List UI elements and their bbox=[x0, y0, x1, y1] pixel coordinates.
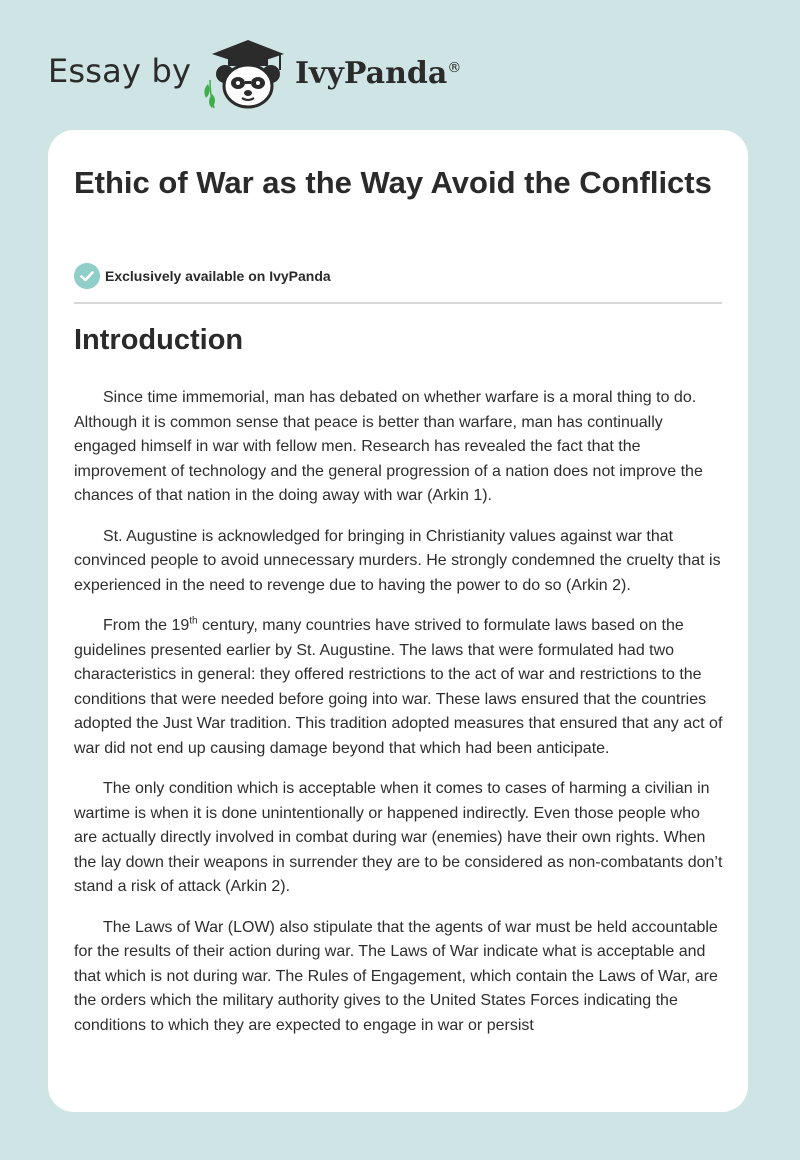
article-card bbox=[48, 130, 748, 1112]
section-heading: Introduction bbox=[74, 324, 244, 356]
brand-header[interactable] bbox=[48, 34, 548, 114]
paragraph: From the 19th century, many countries have strived to formulate laws based on the guidelines presented earlier by St. Augustine. The laws that were formulated had two characteristics in general: they offered restrictions to the act of war and restrictions to the conditions that were needed before going into war. These laws ensured that the countries adopted the Just War tradition. This tradition adopted measures that ensured that any act of war did not end up causing damage beyond that which had been anticipate. bbox=[74, 615, 723, 757]
brand-prefix: Essay by bbox=[48, 52, 192, 90]
superscript: th bbox=[189, 615, 198, 627]
paragraph: St. Augustine is acknowledged for bringing in Christianity values against war that convinced people to avoid unnecessary murders. He strongly condemned the cruelty that is experienced in the need to revenge due to having the power to do so (Arkin 2). bbox=[74, 527, 721, 594]
badge-label: Exclusively available on IvyPanda bbox=[105, 268, 331, 284]
check-icon bbox=[74, 263, 100, 289]
paragraph: The Laws of War (LOW) also stipulate that the agents of war must be held accountable for the results of their action during war. The Laws of War indicate what is acceptable and that which is not during war. The Rules of Engagement, which contain the Laws of War, are the orders which the military authority gives to the United States Forces indicating the conditions to which they are expected to engage in war or persist bbox=[74, 918, 718, 1034]
paragraph: Since time immemorial, man has debated on whether warfare is a moral thing to do. Although it is common sense that peace is better than warfare, man has continually engaged himself in war with fellow men. Research has revealed the fact that the improvement of technology and the general progression of a nation does not improve the chances of that nation in the doing away with war (Arkin 1). bbox=[74, 389, 703, 504]
brand-name: IvyPanda® bbox=[295, 56, 462, 91]
article-body bbox=[74, 386, 724, 1054]
divider bbox=[74, 302, 722, 304]
ivypanda-logo bbox=[198, 34, 298, 110]
article-title: Ethic of War as the Way Avoid the Conflicts bbox=[74, 165, 712, 200]
paragraph: The only condition which is acceptable when it comes to cases of harming a civilian in wartime is when it is done unintentionally or happened indirectly. Even those people who are actually directly involved in combat during war (enemies) have their own rights. When the lay down their weapons in surrender they are to be considered as non-combatants don’t stand a risk of attack (Arkin 2). bbox=[74, 780, 723, 895]
